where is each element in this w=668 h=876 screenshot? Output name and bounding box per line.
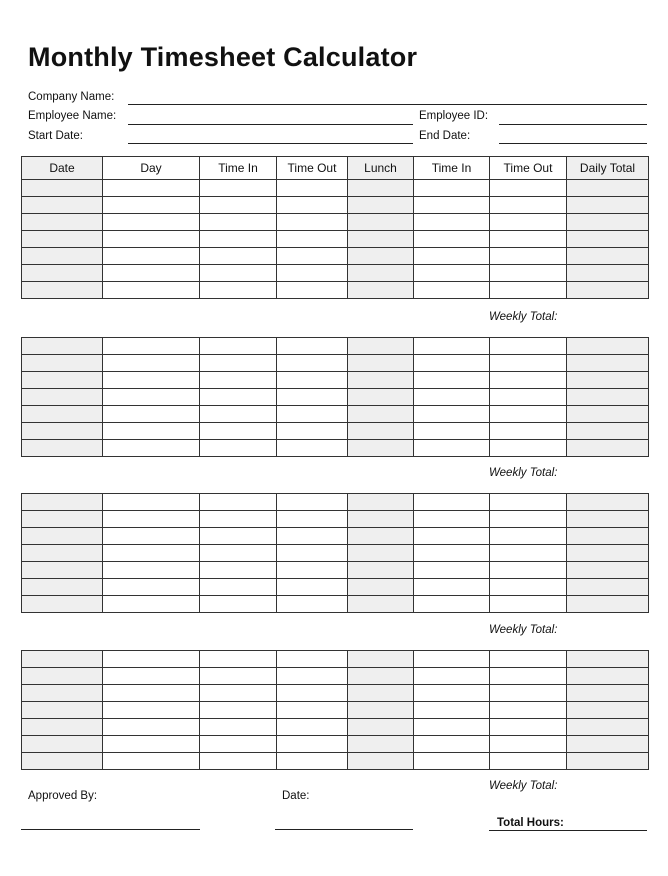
table-cell[interactable] — [490, 528, 567, 545]
table-cell[interactable] — [567, 440, 649, 457]
table-cell[interactable] — [490, 265, 567, 282]
table-row — [22, 719, 649, 736]
table-cell[interactable] — [414, 685, 490, 702]
table-cell[interactable] — [200, 736, 277, 753]
weekly-total-label-2: Weekly Total: — [489, 467, 558, 479]
table-cell[interactable] — [348, 651, 414, 668]
table-cell[interactable] — [567, 231, 649, 248]
table-cell[interactable] — [22, 265, 103, 282]
table-cell[interactable] — [103, 494, 200, 511]
table-cell[interactable] — [490, 389, 567, 406]
table-cell[interactable] — [567, 265, 649, 282]
table-cell[interactable] — [414, 248, 490, 265]
table-cell[interactable] — [567, 355, 649, 372]
col-header-lunch: Lunch — [348, 157, 414, 180]
table-cell[interactable] — [414, 668, 490, 685]
table-cell[interactable] — [22, 596, 103, 613]
week-3-table — [21, 493, 649, 613]
table-cell[interactable] — [277, 282, 348, 299]
table-cell[interactable] — [103, 440, 200, 457]
approved-by-label: Approved By: — [28, 790, 98, 802]
table-cell[interactable] — [22, 248, 103, 265]
table-cell[interactable] — [200, 494, 277, 511]
table-cell[interactable] — [414, 651, 490, 668]
table-cell[interactable] — [414, 231, 490, 248]
table-cell[interactable] — [277, 528, 348, 545]
table-cell[interactable] — [22, 180, 103, 197]
table-cell[interactable] — [348, 197, 414, 214]
table-cell[interactable] — [490, 511, 567, 528]
table-cell[interactable] — [490, 562, 567, 579]
table-cell[interactable] — [567, 423, 649, 440]
table-cell[interactable] — [490, 596, 567, 613]
weekly-total-label-3: Weekly Total: — [489, 624, 558, 636]
table-row — [22, 511, 649, 528]
employee-name-field[interactable] — [128, 124, 413, 125]
col-header-time-in-2: Time In — [414, 157, 490, 180]
table-cell[interactable] — [22, 423, 103, 440]
table-cell[interactable] — [490, 197, 567, 214]
table-cell[interactable] — [200, 511, 277, 528]
table-cell[interactable] — [103, 736, 200, 753]
table-cell[interactable] — [348, 355, 414, 372]
table-cell[interactable] — [200, 231, 277, 248]
table-row — [22, 248, 649, 265]
table-cell[interactable] — [490, 685, 567, 702]
table-row — [22, 389, 649, 406]
table-cell[interactable] — [22, 282, 103, 299]
table-cell[interactable] — [348, 180, 414, 197]
table-row — [22, 596, 649, 613]
table-cell[interactable] — [567, 389, 649, 406]
table-cell[interactable] — [200, 423, 277, 440]
table-cell[interactable] — [277, 231, 348, 248]
table-cell[interactable] — [103, 248, 200, 265]
table-cell[interactable] — [200, 685, 277, 702]
approval-date-field[interactable] — [275, 829, 413, 830]
table-cell[interactable] — [103, 423, 200, 440]
table-cell[interactable] — [200, 214, 277, 231]
table-cell[interactable] — [490, 214, 567, 231]
table-cell[interactable] — [103, 214, 200, 231]
page-title: Monthly Timesheet Calculator — [28, 42, 418, 72]
table-cell[interactable] — [22, 719, 103, 736]
table-cell[interactable] — [414, 494, 490, 511]
table-cell[interactable] — [277, 214, 348, 231]
table-cell[interactable] — [200, 528, 277, 545]
table-cell[interactable] — [103, 197, 200, 214]
table-row — [22, 440, 649, 457]
table-cell[interactable] — [103, 231, 200, 248]
week-4-table — [21, 650, 649, 770]
start-date-label: Start Date: — [28, 130, 83, 142]
col-header-daily-total: Daily Total — [567, 157, 649, 180]
table-cell[interactable] — [277, 494, 348, 511]
table-cell[interactable] — [103, 528, 200, 545]
table-cell[interactable] — [567, 338, 649, 355]
table-cell[interactable] — [490, 668, 567, 685]
table-cell[interactable] — [414, 338, 490, 355]
table-cell[interactable] — [200, 389, 277, 406]
table-cell[interactable] — [490, 719, 567, 736]
table-cell[interactable] — [200, 596, 277, 613]
table-cell[interactable] — [22, 355, 103, 372]
table-cell[interactable] — [22, 389, 103, 406]
table-cell[interactable] — [567, 736, 649, 753]
table-cell[interactable] — [567, 197, 649, 214]
table-cell[interactable] — [414, 545, 490, 562]
table-cell[interactable] — [22, 562, 103, 579]
table-cell[interactable] — [490, 736, 567, 753]
table-cell[interactable] — [103, 545, 200, 562]
table-cell[interactable] — [277, 545, 348, 562]
table-cell[interactable] — [277, 668, 348, 685]
table-row — [22, 753, 649, 770]
table-row — [22, 406, 649, 423]
table-cell[interactable] — [414, 282, 490, 299]
table-cell[interactable] — [348, 753, 414, 770]
table-cell[interactable] — [348, 494, 414, 511]
table-cell[interactable] — [567, 753, 649, 770]
table-cell[interactable] — [22, 545, 103, 562]
table-cell[interactable] — [200, 282, 277, 299]
table-cell[interactable] — [103, 511, 200, 528]
start-date-field[interactable] — [128, 143, 413, 144]
table-cell[interactable] — [414, 562, 490, 579]
table-cell[interactable] — [103, 651, 200, 668]
table-row — [22, 197, 649, 214]
table-cell[interactable] — [22, 753, 103, 770]
table-cell[interactable] — [200, 562, 277, 579]
table-cell[interactable] — [567, 651, 649, 668]
table-cell[interactable] — [567, 511, 649, 528]
table-cell[interactable] — [567, 494, 649, 511]
table-cell[interactable] — [348, 338, 414, 355]
employee-id-field[interactable] — [499, 124, 647, 125]
table-cell[interactable] — [490, 372, 567, 389]
table-cell[interactable] — [22, 372, 103, 389]
col-header-date: Date — [22, 157, 103, 180]
table-cell[interactable] — [277, 753, 348, 770]
end-date-label: End Date: — [419, 130, 471, 142]
table-cell[interactable] — [200, 372, 277, 389]
table-cell[interactable] — [348, 265, 414, 282]
col-header-time-out: Time Out — [277, 157, 348, 180]
table-cell[interactable] — [22, 736, 103, 753]
table-cell[interactable] — [567, 562, 649, 579]
table-cell[interactable] — [567, 685, 649, 702]
table-row — [22, 180, 649, 197]
table-cell[interactable] — [490, 423, 567, 440]
table-cell[interactable] — [414, 197, 490, 214]
table-cell[interactable] — [103, 406, 200, 423]
table-cell[interactable] — [414, 511, 490, 528]
table-cell[interactable] — [200, 651, 277, 668]
table-row — [22, 282, 649, 299]
table-cell[interactable] — [277, 440, 348, 457]
table-cell[interactable] — [22, 651, 103, 668]
table-cell[interactable] — [567, 719, 649, 736]
table-cell[interactable] — [348, 668, 414, 685]
table-cell[interactable] — [103, 338, 200, 355]
table-cell[interactable] — [490, 248, 567, 265]
table-cell[interactable] — [277, 406, 348, 423]
table-cell[interactable] — [490, 545, 567, 562]
table-cell[interactable] — [200, 180, 277, 197]
col-header-day: Day — [103, 157, 200, 180]
table-cell[interactable] — [567, 248, 649, 265]
table-cell[interactable] — [22, 440, 103, 457]
table-cell[interactable] — [414, 579, 490, 596]
table-cell[interactable] — [567, 668, 649, 685]
table-cell[interactable] — [348, 440, 414, 457]
table-cell[interactable] — [277, 265, 348, 282]
week-1-table — [21, 156, 649, 299]
table-cell[interactable] — [22, 511, 103, 528]
table-cell[interactable] — [414, 423, 490, 440]
approval-date-label: Date: — [282, 790, 310, 802]
table-row — [22, 579, 649, 596]
table-cell[interactable] — [103, 265, 200, 282]
table-cell[interactable] — [414, 440, 490, 457]
company-name-label: Company Name: — [28, 91, 115, 103]
table-cell[interactable] — [490, 338, 567, 355]
weekly-total-label-4: Weekly Total: — [489, 780, 558, 792]
table-row — [22, 528, 649, 545]
table-cell[interactable] — [348, 282, 414, 299]
table-cell[interactable] — [277, 685, 348, 702]
table-cell[interactable] — [348, 511, 414, 528]
table-cell[interactable] — [200, 265, 277, 282]
table-cell[interactable] — [414, 389, 490, 406]
table-cell[interactable] — [567, 406, 649, 423]
table-cell[interactable] — [200, 579, 277, 596]
table-cell[interactable] — [103, 355, 200, 372]
table-cell[interactable] — [348, 685, 414, 702]
table-cell[interactable] — [348, 596, 414, 613]
table-cell[interactable] — [200, 719, 277, 736]
table-cell[interactable] — [567, 282, 649, 299]
table-row — [22, 651, 649, 668]
employee-id-label: Employee ID: — [419, 110, 489, 122]
table-cell[interactable] — [348, 545, 414, 562]
table-cell[interactable] — [200, 406, 277, 423]
table-cell[interactable] — [490, 440, 567, 457]
table-cell[interactable] — [567, 528, 649, 545]
table-cell[interactable] — [348, 579, 414, 596]
table-row — [22, 372, 649, 389]
table-cell[interactable] — [490, 406, 567, 423]
table-cell[interactable] — [414, 596, 490, 613]
table-cell[interactable] — [277, 736, 348, 753]
table-cell[interactable] — [277, 651, 348, 668]
table-cell[interactable] — [277, 372, 348, 389]
total-hours-field[interactable] — [489, 830, 647, 831]
table-cell[interactable] — [22, 494, 103, 511]
table-cell[interactable] — [490, 355, 567, 372]
total-hours-label: Total Hours: — [497, 817, 564, 829]
table-cell[interactable] — [567, 180, 649, 197]
week-2-table — [21, 337, 649, 457]
table-cell[interactable] — [414, 355, 490, 372]
table-cell[interactable] — [103, 719, 200, 736]
table-cell[interactable] — [103, 668, 200, 685]
table-cell[interactable] — [348, 423, 414, 440]
table-cell[interactable] — [103, 282, 200, 299]
table-cell[interactable] — [348, 719, 414, 736]
table-cell[interactable] — [348, 736, 414, 753]
table-cell[interactable] — [277, 180, 348, 197]
table-row — [22, 355, 649, 372]
table-cell[interactable] — [22, 528, 103, 545]
table-cell[interactable] — [414, 719, 490, 736]
table-cell[interactable] — [490, 282, 567, 299]
table-cell[interactable] — [414, 702, 490, 719]
table-row — [22, 702, 649, 719]
table-cell[interactable] — [277, 579, 348, 596]
end-date-field[interactable] — [499, 143, 647, 144]
table-cell[interactable] — [414, 528, 490, 545]
table-cell[interactable] — [22, 702, 103, 719]
table-cell[interactable] — [200, 248, 277, 265]
table-cell[interactable] — [22, 685, 103, 702]
table-cell[interactable] — [200, 702, 277, 719]
employee-name-label: Employee Name: — [28, 110, 117, 122]
company-name-field[interactable] — [128, 104, 647, 105]
table-cell[interactable] — [567, 372, 649, 389]
table-cell[interactable] — [277, 719, 348, 736]
table-cell[interactable] — [200, 355, 277, 372]
table-row — [22, 214, 649, 231]
table-cell[interactable] — [103, 753, 200, 770]
col-header-time-in: Time In — [200, 157, 277, 180]
table-row — [22, 545, 649, 562]
table-cell[interactable] — [103, 596, 200, 613]
weekly-total-label-1: Weekly Total: — [489, 311, 558, 323]
table-row — [22, 736, 649, 753]
table-cell[interactable] — [103, 702, 200, 719]
table-cell[interactable] — [277, 197, 348, 214]
table-cell[interactable] — [567, 545, 649, 562]
table-cell[interactable] — [277, 596, 348, 613]
table-cell[interactable] — [348, 406, 414, 423]
table-cell[interactable] — [348, 702, 414, 719]
table-cell[interactable] — [277, 562, 348, 579]
table-row — [22, 231, 649, 248]
table-cell[interactable] — [103, 180, 200, 197]
table-cell[interactable] — [22, 338, 103, 355]
table-cell[interactable] — [22, 214, 103, 231]
table-cell[interactable] — [567, 596, 649, 613]
table-cell[interactable] — [22, 579, 103, 596]
table-row — [22, 265, 649, 282]
table-cell[interactable] — [277, 511, 348, 528]
table-cell[interactable] — [277, 248, 348, 265]
table-cell[interactable] — [348, 248, 414, 265]
table-cell[interactable] — [348, 372, 414, 389]
table-cell[interactable] — [414, 372, 490, 389]
table-row — [22, 494, 649, 511]
table-cell[interactable] — [103, 579, 200, 596]
table-cell[interactable] — [103, 389, 200, 406]
table-cell[interactable] — [348, 214, 414, 231]
table-cell[interactable] — [277, 389, 348, 406]
table-cell[interactable] — [277, 355, 348, 372]
approved-by-field[interactable] — [21, 829, 200, 830]
table-cell[interactable] — [490, 579, 567, 596]
table-cell[interactable] — [200, 197, 277, 214]
table-cell[interactable] — [200, 545, 277, 562]
table-cell[interactable] — [490, 702, 567, 719]
table-row — [22, 338, 649, 355]
table-cell[interactable] — [103, 562, 200, 579]
col-header-time-out-2: Time Out — [490, 157, 567, 180]
table-cell[interactable] — [348, 528, 414, 545]
table-cell[interactable] — [22, 406, 103, 423]
table-cell[interactable] — [490, 494, 567, 511]
table-cell[interactable] — [103, 372, 200, 389]
table-cell[interactable] — [414, 736, 490, 753]
table-cell[interactable] — [277, 702, 348, 719]
table-row — [22, 668, 649, 685]
table-cell[interactable] — [103, 685, 200, 702]
table-cell[interactable] — [200, 668, 277, 685]
table-cell[interactable] — [567, 214, 649, 231]
table-cell[interactable] — [22, 197, 103, 214]
table-cell[interactable] — [22, 231, 103, 248]
table-cell[interactable] — [200, 753, 277, 770]
table-cell[interactable] — [277, 338, 348, 355]
table-cell[interactable] — [348, 389, 414, 406]
table-cell[interactable] — [200, 440, 277, 457]
table-cell[interactable] — [22, 668, 103, 685]
table-row — [22, 685, 649, 702]
table-cell[interactable] — [567, 579, 649, 596]
table-cell[interactable] — [414, 406, 490, 423]
table-cell[interactable] — [200, 338, 277, 355]
table-header-row — [22, 157, 649, 180]
table-cell[interactable] — [414, 265, 490, 282]
table-cell[interactable] — [348, 231, 414, 248]
table-cell[interactable] — [414, 180, 490, 197]
table-cell[interactable] — [490, 651, 567, 668]
table-cell[interactable] — [277, 423, 348, 440]
table-row — [22, 562, 649, 579]
table-cell[interactable] — [490, 231, 567, 248]
table-cell[interactable] — [414, 753, 490, 770]
table-cell[interactable] — [414, 214, 490, 231]
table-cell[interactable] — [490, 180, 567, 197]
table-row — [22, 423, 649, 440]
table-cell[interactable] — [348, 562, 414, 579]
table-cell[interactable] — [567, 702, 649, 719]
table-cell[interactable] — [490, 753, 567, 770]
